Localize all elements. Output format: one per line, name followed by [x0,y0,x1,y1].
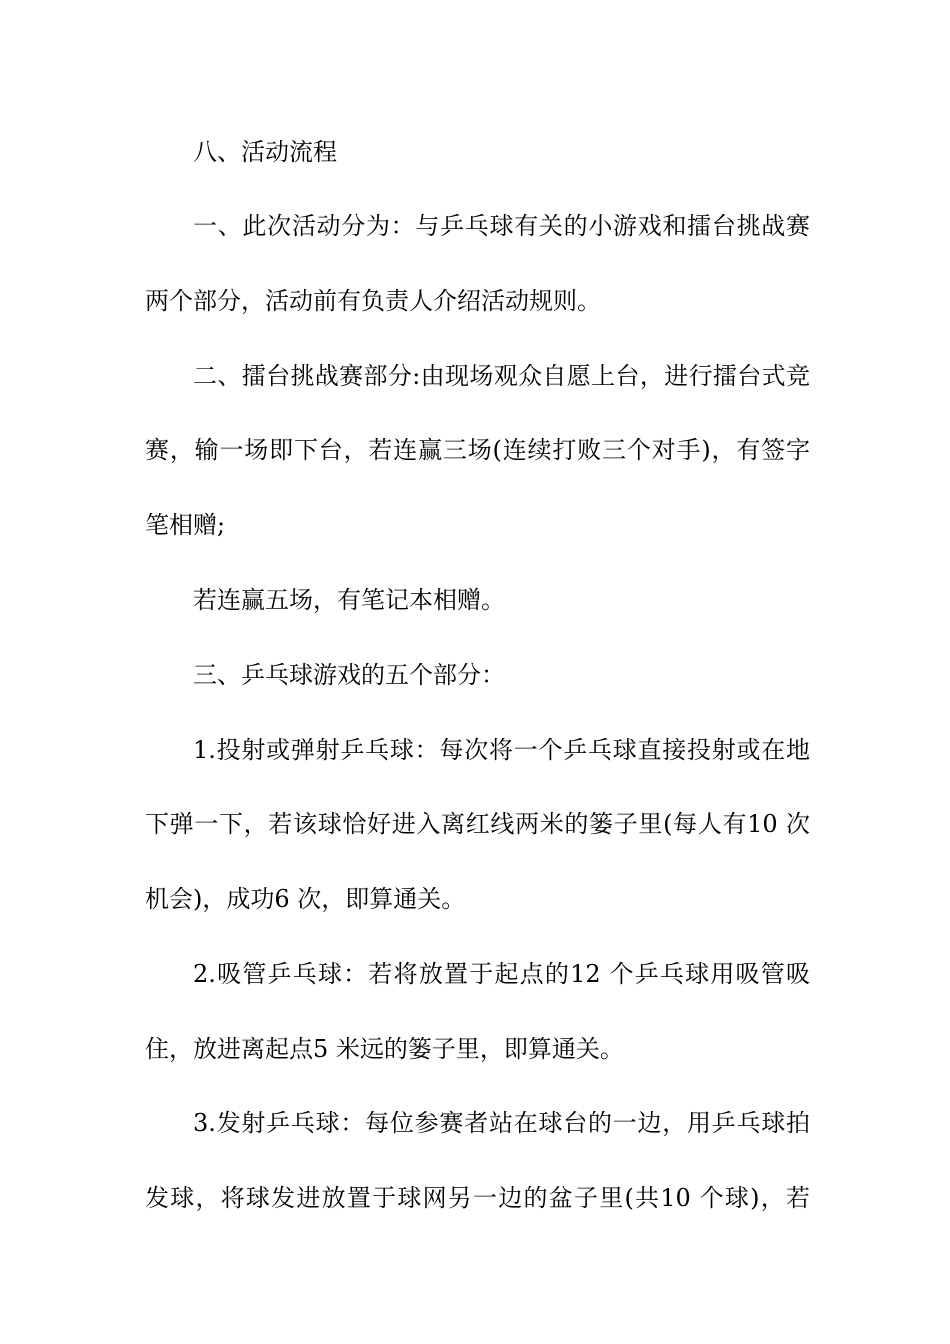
paragraph-line: 笔相赠; [145,511,226,539]
paragraph-line: 下弹一下，若该球恰好进入离红线两米的篓子里(每人有10 次 [145,810,810,838]
paragraph-line: 三、乒乓球游戏的五个部分： [193,661,505,689]
paragraph-line: 两个部分，活动前有负责人介绍活动规则。 [145,287,601,315]
section-heading: 八、活动流程 [193,138,337,166]
paragraph-line: 若连赢五场，有笔记本相赠。 [193,586,505,614]
paragraph-line: 机会)，成功6 次，即算通关。 [145,885,466,913]
paragraph-line: 一、此次活动分为：与乒乓球有关的小游戏和擂台挑战赛 [193,212,810,240]
paragraph-line: 赛，输一场即下台，若连赢三场(连续打败三个对手)，有签字 [145,436,810,464]
paragraph-line: 1.投射或弹射乒乓球：每次将一个乒乓球直接投射或在地 [193,736,810,764]
paragraph-line: 二、擂台挑战赛部分:由现场观众自愿上台，进行擂台式竞 [193,362,810,390]
paragraph-line: 住，放进离起点5 米远的篓子里，即算通关。 [145,1035,624,1063]
paragraph-line: 3.发射乒乓球：每位参赛者站在球台的一边，用乒乓球拍 [193,1109,810,1137]
paragraph-line: 发球，将球发进放置于球网另一边的盆子里(共10 个球)，若 [145,1184,810,1212]
paragraph-line: 2.吸管乒乓球：若将放置于起点的12 个乒乓球用吸管吸 [193,960,810,988]
